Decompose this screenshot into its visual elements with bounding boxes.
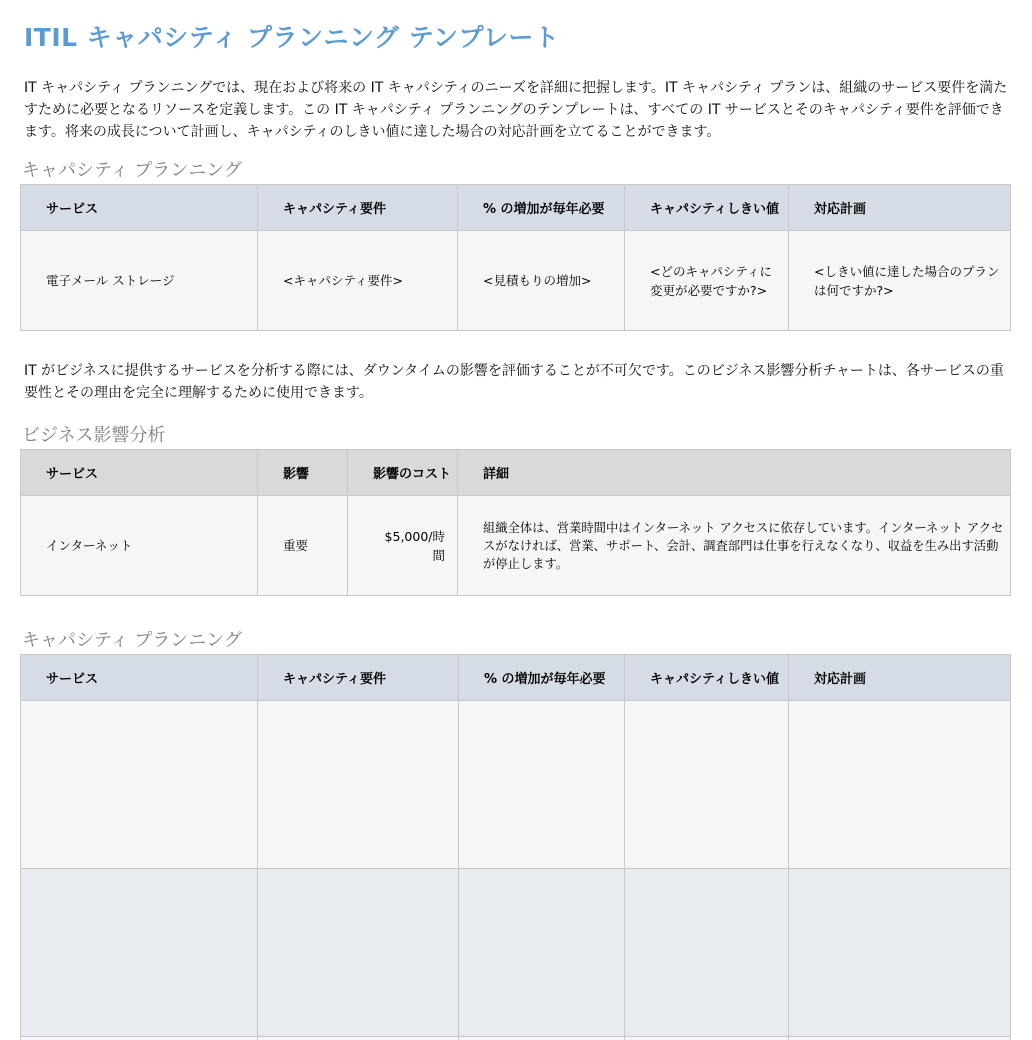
table-header-row <box>21 450 1011 496</box>
empty-cell[interactable] <box>789 1037 1011 1040</box>
empty-cell[interactable] <box>21 701 258 869</box>
table-header-row <box>21 185 1011 231</box>
cell-service[interactable]: 電子メール ストレージ <box>21 231 258 331</box>
col-header-impact: 影響 <box>258 450 348 496</box>
col-header-response-plan: 対応計画 <box>789 655 1011 701</box>
cell-impact-cost[interactable]: $5,000/時間 <box>348 496 458 596</box>
cell-impact[interactable]: 重要 <box>258 496 348 596</box>
table-header-row <box>21 655 1011 701</box>
empty-cell[interactable] <box>459 701 625 869</box>
empty-cell[interactable] <box>625 701 789 869</box>
table-row <box>21 1037 1011 1040</box>
cell-service[interactable]: インターネット <box>21 496 258 596</box>
empty-cell[interactable] <box>21 869 258 1037</box>
intro-paragraph: IT キャパシティ プランニングでは、現在および将来の IT キャパシティのニーズを詳細に把握します。IT キャパシティ プランは、組織のサービス要件を満たすために必要となるリソースを定義します。この IT キャパシティ プランニングのテンプレートは、すべての IT サービスとそのキャパシティ要件を評価できます。将来の成長について計画し、キャパシティのしきい値に達した場合の対応計画を立てることができます。 <box>24 80 1008 140</box>
col-header-capacity-requirement: キャパシティ要件 <box>258 185 458 231</box>
empty-cell[interactable] <box>258 701 459 869</box>
col-header-service: サービス <box>21 655 258 701</box>
empty-cell[interactable] <box>789 869 1011 1037</box>
col-header-details: 詳細 <box>458 450 1011 496</box>
empty-cell[interactable] <box>258 869 459 1037</box>
business-impact-table <box>20 449 1011 596</box>
empty-cell[interactable] <box>258 1037 459 1040</box>
col-header-capacity-threshold: キャパシティしきい値 <box>625 655 789 701</box>
col-header-response-plan: 対応計画 <box>789 185 1011 231</box>
cell-capacity-requirement[interactable]: <キャパシティ要件> <box>258 231 458 331</box>
business-impact-heading: ビジネス影響分析 <box>22 425 166 446</box>
empty-cell[interactable] <box>625 1037 789 1040</box>
cell-annual-increase[interactable]: <見積もりの増加> <box>458 231 625 331</box>
page-title: ITIL キャパシティ プランニング テンプレート <box>24 23 560 52</box>
empty-cell[interactable] <box>21 1037 258 1040</box>
col-header-annual-increase: % の増加が毎年必要 <box>459 655 625 701</box>
empty-cell[interactable] <box>459 869 625 1037</box>
cell-details[interactable]: 組織全体は、営業時間中はインターネット アクセスに依存しています。インターネット アクセスがなければ、営業、サポート、会計、調査部門は仕事を行えなくなり、収益を生み出す活動が停止します。 <box>458 496 1011 596</box>
table-row <box>21 231 1011 331</box>
table-row <box>21 496 1011 596</box>
table-row <box>21 869 1011 1037</box>
col-header-capacity-threshold: キャパシティしきい値 <box>625 185 789 231</box>
capacity-planning-heading: キャパシティ プランニング <box>22 160 242 181</box>
cell-capacity-threshold[interactable]: <どのキャパシティに変更が必要ですか?> <box>625 231 789 331</box>
capacity-planning-table-2 <box>20 654 1011 1040</box>
capacity-planning-heading-2: キャパシティ プランニング <box>22 630 242 651</box>
capacity-planning-table <box>20 184 1011 331</box>
col-header-service: サービス <box>21 185 258 231</box>
col-header-annual-increase: % の増加が毎年必要 <box>458 185 625 231</box>
empty-cell[interactable] <box>625 869 789 1037</box>
empty-cell[interactable] <box>789 701 1011 869</box>
cell-response-plan[interactable]: <しきい値に達した場合のプランは何ですか?> <box>789 231 1011 331</box>
bia-paragraph: IT がビジネスに提供するサービスを分析する際には、ダウンタイムの影響を評価することが不可欠です。このビジネス影響分析チャートは、各サービスの重要性とその理由を完全に理解するために使用できます。 <box>24 363 1004 401</box>
col-header-capacity-requirement: キャパシティ要件 <box>258 655 459 701</box>
col-header-service: サービス <box>21 450 258 496</box>
table-row <box>21 701 1011 869</box>
col-header-impact-cost: 影響のコスト <box>348 450 458 496</box>
empty-cell[interactable] <box>459 1037 625 1040</box>
